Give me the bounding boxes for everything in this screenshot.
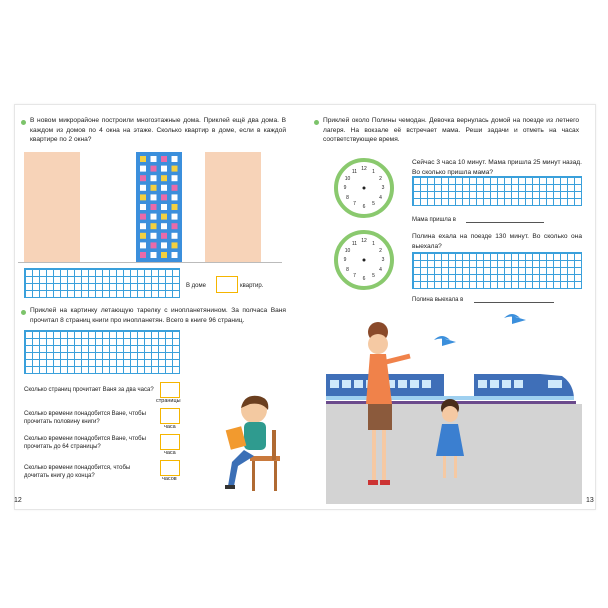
- building-window: [140, 194, 146, 200]
- building-window: [161, 204, 167, 210]
- building-window: [140, 175, 146, 181]
- right-page: [304, 104, 594, 508]
- task1-answer-box[interactable]: [216, 276, 238, 293]
- building-window: [172, 175, 178, 181]
- building-window: [140, 223, 146, 229]
- clock-number: 2: [379, 247, 382, 254]
- building-window: [140, 233, 146, 239]
- clock-number: 3: [381, 185, 385, 191]
- question-3-answer-box[interactable]: [160, 434, 180, 450]
- clock-number: 12: [361, 238, 367, 244]
- building-window: [172, 156, 178, 162]
- building-window: [151, 156, 157, 162]
- clock-number: 8: [346, 266, 349, 273]
- building-window: [151, 185, 157, 191]
- left-page: [14, 104, 304, 508]
- building-window: [151, 194, 157, 200]
- train-station-illustration: [326, 310, 582, 504]
- clock-number: 1: [372, 168, 375, 175]
- building-windows: [136, 152, 182, 262]
- building-window: [140, 166, 146, 172]
- task1-answer-suffix: квартир.: [240, 283, 264, 289]
- clock-center: [363, 259, 366, 262]
- building-window: [172, 185, 178, 191]
- clock-number: 4: [379, 194, 382, 201]
- question-4-answer-box[interactable]: [160, 460, 180, 476]
- answer-2-label: Полина выехала в: [412, 297, 464, 303]
- building-window: [172, 214, 178, 220]
- building-window: [161, 214, 167, 220]
- page-number-right: 13: [586, 497, 594, 504]
- building-window: [172, 223, 178, 229]
- answer-2-line[interactable]: [474, 302, 554, 303]
- question-2: Сколько времени понадобится Ване, чтобы прочитать половину книги?: [24, 411, 146, 426]
- clock-number: 4: [379, 266, 382, 273]
- task-bullet: [314, 120, 319, 125]
- building-window: [161, 175, 167, 181]
- building-window: [140, 204, 146, 210]
- building-window: [161, 252, 167, 258]
- building-window: [172, 194, 178, 200]
- building-window: [140, 185, 146, 191]
- building-window: [140, 252, 146, 258]
- task-bullet: [21, 120, 26, 125]
- building-window: [151, 242, 157, 248]
- clock-number: 2: [379, 175, 382, 182]
- task1-answer-prefix: В доме: [186, 283, 206, 289]
- building-window: [161, 223, 167, 229]
- clock-number: 10: [344, 175, 351, 182]
- building-window: [161, 185, 167, 191]
- building-window: [140, 214, 146, 220]
- building-window: [151, 166, 157, 172]
- empty-house-right: [205, 152, 261, 262]
- building-window: [172, 204, 178, 210]
- empty-house-left: [24, 152, 80, 262]
- building-window: [140, 156, 146, 162]
- answer-1-label: Мама пришла в: [412, 217, 456, 223]
- building-window: [151, 214, 157, 220]
- problem-1-text: Сейчас 3 часа 10 минут. Мама пришла 25 минут назад. Во сколько пришла мама?: [412, 159, 582, 176]
- clock-number: 6: [362, 276, 366, 282]
- task-text: Приклей около Полины чемодан. Девочка вернулась домой на поезде из летнего лагеря. На вокзале её встречает мама. Реши задачи и отметь на часах соответствующее время.: [323, 117, 579, 144]
- answer-grid-1[interactable]: [24, 268, 180, 298]
- building-window: [172, 242, 178, 248]
- building-window: [151, 252, 157, 258]
- question-4: Сколько времени понадобится, чтобы дочитать книгу до конца?: [24, 465, 131, 480]
- clock-number: 10: [344, 247, 351, 254]
- clock-number: 5: [372, 273, 375, 280]
- building-window: [140, 242, 146, 248]
- clock-number: 11: [351, 168, 358, 175]
- question-3-unit: часа: [164, 450, 176, 456]
- building-window: [151, 175, 157, 181]
- question-1-answer-box[interactable]: [160, 382, 180, 398]
- answer-1-line[interactable]: [466, 222, 544, 223]
- clock-number: 11: [351, 240, 358, 247]
- answer-grid-3[interactable]: [412, 176, 582, 206]
- building-window: [161, 194, 167, 200]
- building-window: [151, 204, 157, 210]
- task2-text: Приклей на картинку летающую тарелку с инопланетянином. За полчаса Ваня прочитал 8 страниц книги про инопланетян. Всего в книге 96 страниц.: [30, 307, 286, 324]
- clock-number: 1: [372, 240, 375, 247]
- clock-number: 7: [353, 201, 356, 208]
- task-bullet: [21, 310, 26, 315]
- question-4-unit: часов: [162, 476, 177, 482]
- building-window: [161, 166, 167, 172]
- building-window: [172, 166, 178, 172]
- clock-number: 5: [372, 201, 375, 208]
- clock-number: 9: [343, 257, 347, 263]
- page-number-left: 12: [14, 497, 22, 504]
- clock-number: 9: [343, 185, 347, 191]
- question-3: Сколько времени понадобится Ване, чтобы прочитать до 64 страницы?: [24, 436, 146, 451]
- problem-2-text: Полина ехала на поезде 130 минут. Во сколько она выехала?: [412, 233, 582, 250]
- building-window: [151, 233, 157, 239]
- building-window: [161, 156, 167, 162]
- clock-number: 7: [353, 273, 356, 280]
- question-2-unit: часа: [164, 424, 176, 430]
- task1-text: В новом микрорайоне построили многоэтажные дома. Приклей ещё два дома. В каждом из домов по 4 окна на этаже. Сколько квартир в доме, если в каждой квартире по 2 окна?: [30, 117, 286, 144]
- clock-number: 8: [346, 194, 349, 201]
- building-window: [151, 223, 157, 229]
- building-window: [172, 252, 178, 258]
- clock-center: [363, 187, 366, 190]
- boy-reading-illustration: [214, 390, 284, 494]
- answer-grid-4[interactable]: [412, 252, 582, 289]
- ground-line: [18, 262, 282, 263]
- clock-number: 12: [361, 166, 367, 172]
- building-window: [172, 233, 178, 239]
- clock-1[interactable]: [334, 158, 394, 218]
- building-window: [161, 233, 167, 239]
- building-window: [161, 242, 167, 248]
- question-1-unit: страницы: [156, 398, 181, 404]
- question-2-answer-box[interactable]: [160, 408, 180, 424]
- clock-2[interactable]: [334, 230, 394, 290]
- question-1: Сколько страниц прочитает Ваня за два часа?: [24, 387, 154, 393]
- clock-number: 6: [362, 204, 366, 210]
- answer-grid-2[interactable]: [24, 330, 180, 374]
- clock-number: 3: [381, 257, 385, 263]
- apartment-building: [136, 152, 182, 262]
